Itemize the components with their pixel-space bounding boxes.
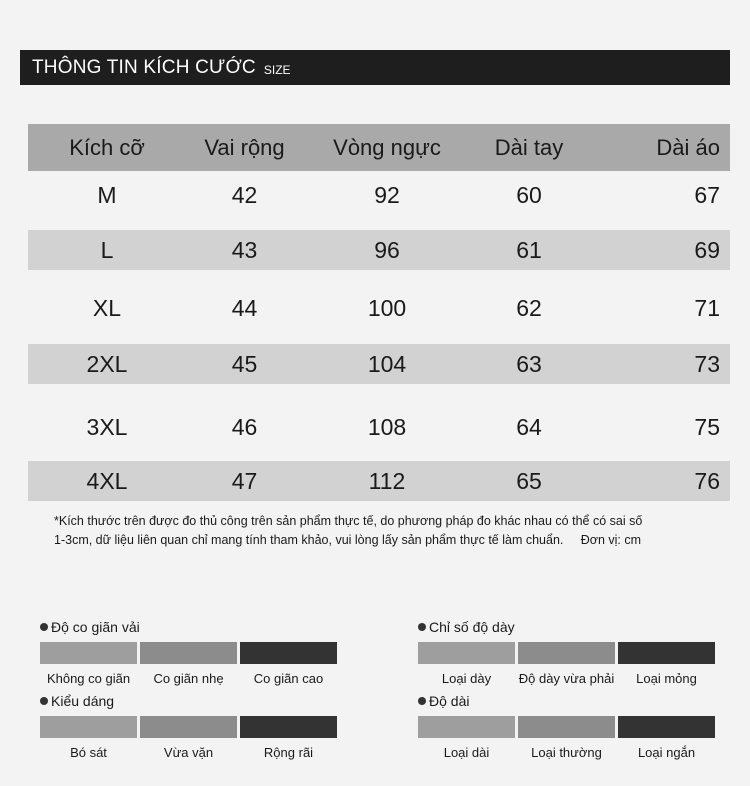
note-line-2-text: 1-3cm, dữ liệu liên quan chỉ mang tính tham khảo, vui lòng lấy sản phẩm thực tế làm chuẩn. xyxy=(54,533,564,547)
table-cell: M xyxy=(97,181,117,208)
table-cell: 43 xyxy=(231,236,258,263)
table-row xyxy=(28,230,730,270)
length-label-text: Độ dài xyxy=(429,693,470,709)
fit-options xyxy=(40,745,337,760)
column-header: Dài tay xyxy=(494,134,564,160)
table-cell: 108 xyxy=(367,413,407,440)
table-cell: 63 xyxy=(516,350,542,377)
thickness-label xyxy=(418,618,715,636)
elasticity-label xyxy=(40,618,337,636)
unit-label: Đơn vị: cm xyxy=(580,533,642,547)
bullet-icon xyxy=(40,697,48,705)
elasticity-options xyxy=(40,671,337,686)
bullet-icon xyxy=(418,697,426,705)
scale-bar xyxy=(140,716,237,738)
table-cell: 3XL xyxy=(86,413,128,440)
bullet-icon xyxy=(40,623,48,631)
table-row xyxy=(28,175,730,215)
thickness-label-text: Chỉ số độ dày xyxy=(429,619,515,635)
thickness-options xyxy=(418,671,715,686)
scale-option: Loại dày xyxy=(441,671,492,686)
scale-bar xyxy=(618,642,715,664)
table-cell: 71 xyxy=(694,294,720,321)
column-header: Vai rộng xyxy=(204,134,285,160)
column-header: Vòng ngực xyxy=(333,134,441,160)
table-cell: 64 xyxy=(516,413,542,440)
length-group xyxy=(418,692,715,760)
table-cell: 69 xyxy=(694,236,720,263)
table-row xyxy=(28,344,730,384)
scale-bar xyxy=(40,642,137,664)
scale-bar xyxy=(240,716,337,738)
table-cell: 104 xyxy=(367,350,407,377)
table-row xyxy=(28,288,730,328)
measurement-note xyxy=(54,512,734,550)
table-cell: 112 xyxy=(368,467,406,494)
table-cell: 45 xyxy=(231,350,258,377)
table-row xyxy=(28,407,730,447)
table-header-row xyxy=(28,124,730,171)
table-cell: 76 xyxy=(694,467,720,494)
scale-option: Vừa vặn xyxy=(163,745,214,760)
scale-option: Loại dài xyxy=(443,745,490,760)
scale-bar xyxy=(418,716,515,738)
fit-label xyxy=(40,692,337,710)
scale-option: Loại mỏng xyxy=(636,671,697,686)
table-cell: 75 xyxy=(694,413,720,440)
table-cell: 65 xyxy=(516,467,542,494)
table-cell: 62 xyxy=(516,294,542,321)
bullet-icon xyxy=(418,623,426,631)
scale-option: Loại thường xyxy=(531,745,602,760)
column-header: Dài áo xyxy=(656,134,720,160)
fit-bars xyxy=(40,716,337,738)
elasticity-bars xyxy=(40,642,337,664)
table-cell: 92 xyxy=(374,181,400,208)
length-options xyxy=(418,745,715,760)
fit-label-text: Kiểu dáng xyxy=(51,693,115,709)
column-header: Kích cỡ xyxy=(69,134,145,160)
thickness-group xyxy=(418,618,715,686)
table-row xyxy=(28,461,730,501)
table-cell: XL xyxy=(92,294,122,321)
page-subtitle: SIZE xyxy=(263,62,291,77)
scale-bar xyxy=(418,642,515,664)
scale-option: Rộng rãi xyxy=(263,745,314,760)
table-cell: 60 xyxy=(516,181,542,208)
page-title: THÔNG TIN KÍCH CƯỚC xyxy=(32,56,256,78)
table-cell: 46 xyxy=(231,413,258,440)
fit-group xyxy=(40,692,337,760)
note-line-2 xyxy=(54,531,734,550)
scale-bar xyxy=(618,716,715,738)
table-cell: 42 xyxy=(231,181,258,208)
scale-bar xyxy=(240,642,337,664)
table-cell: 73 xyxy=(694,350,720,377)
scale-option: Loại ngắn xyxy=(637,745,696,760)
scale-bar xyxy=(518,716,615,738)
size-table xyxy=(28,124,730,501)
table-cell: 44 xyxy=(231,294,258,321)
scale-bar xyxy=(140,642,237,664)
scale-option: Co giãn cao xyxy=(253,671,324,686)
length-label xyxy=(418,692,715,710)
table-cell: 47 xyxy=(231,467,258,494)
table-cell: 96 xyxy=(374,236,400,263)
elasticity-label-text: Độ co giãn vải xyxy=(51,619,140,635)
scale-option: Độ dày vừa phải xyxy=(518,671,615,686)
note-line-1: *Kích thước trên được đo thủ công trên sản phẩm thực tế, do phương pháp đo khác nhau có thể có sai số xyxy=(54,514,643,528)
elasticity-group xyxy=(40,618,337,686)
table-cell: 67 xyxy=(694,181,720,208)
scale-option: Không co giãn xyxy=(46,671,131,686)
table-cell: 100 xyxy=(367,294,407,321)
scale-bar xyxy=(518,642,615,664)
table-cell: 2XL xyxy=(86,350,128,377)
table-cell: 4XL xyxy=(86,467,128,494)
scale-option: Bó sát xyxy=(70,745,107,760)
scale-option: Co giãn nhẹ xyxy=(153,671,224,686)
header-bar xyxy=(20,50,730,85)
table-cell: 61 xyxy=(516,236,542,263)
table-cell: L xyxy=(100,236,114,263)
length-bars xyxy=(418,716,715,738)
thickness-bars xyxy=(418,642,715,664)
scale-bar xyxy=(40,716,137,738)
